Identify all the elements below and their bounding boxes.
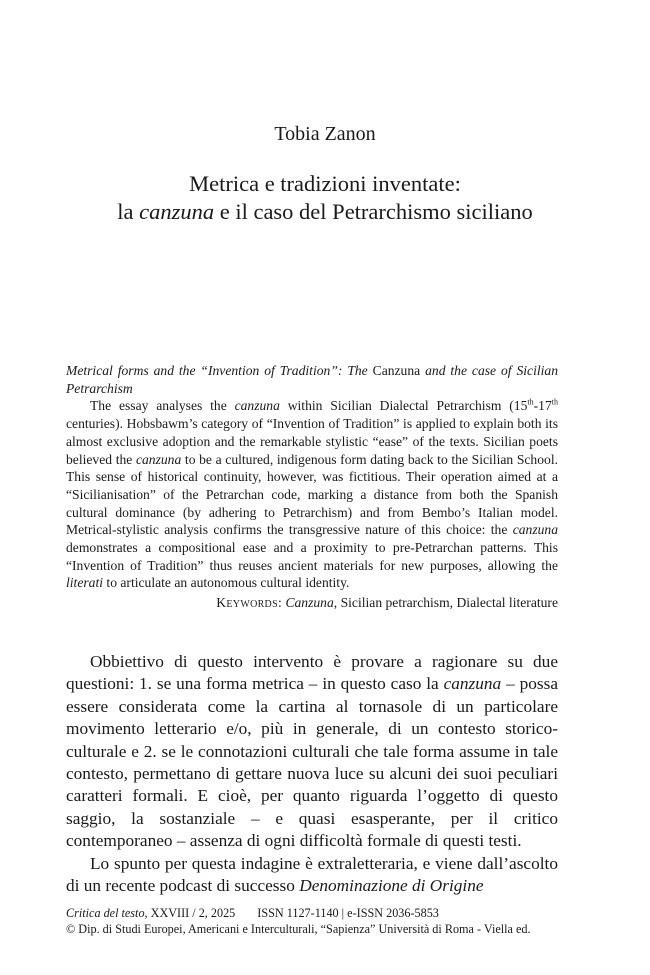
keywords-label: Keywords: xyxy=(216,595,283,611)
abstract-sup-1: th xyxy=(527,397,534,407)
paragraph-1 xyxy=(66,651,558,853)
abstract xyxy=(66,362,558,612)
title-line-2 xyxy=(0,198,650,226)
paragraph-2-italic: Denominazione di Origine xyxy=(299,876,484,896)
paragraph-1-a: Obbiettivo di questo intervento è provare a ragionare su due questioni: 1. se una forma metrica – in questo caso la xyxy=(66,652,558,694)
journal-name: Critica del testo xyxy=(66,906,145,920)
paragraph-2 xyxy=(66,853,558,898)
abstract-text-c: -17 xyxy=(533,398,552,414)
paragraph-1-italic: canzuna xyxy=(443,674,502,694)
footer-journal-line xyxy=(66,905,566,921)
article-title xyxy=(0,170,650,226)
title-line-2-a: la xyxy=(117,199,140,224)
abstract-sup-2: th xyxy=(551,397,558,407)
english-title-a: Metrical forms and the “Invention of Tradition”: The xyxy=(66,363,373,378)
keywords xyxy=(66,594,558,612)
keywords-italic: Canzuna xyxy=(285,595,334,611)
issn: ISSN 1127-1140 | e-ISSN 2036-5853 xyxy=(257,906,439,920)
page-footer xyxy=(66,905,566,937)
title-line-2-b: e il caso del Petrarchismo siciliano xyxy=(214,199,533,224)
author-name: Tobia Zanon xyxy=(274,123,376,145)
paragraph-1-b: – possa essere considerata come la cartina al tornasole di un particolare movimento letterario e/o, più in generale, di un contesto storico-culturale e 2. se le connotazioni culturali che tale forma assume in tale contesto, permettano di gettare nuova luce su alcuni dei suoi peculiari caratteri formali. E cioè, per quanto riguarda l’oggetto di questo saggio, la sostanziale – e quasi esasperante, per il critico contemporaneo – assenza di ogni difficoltà formale di questi testi. xyxy=(66,674,559,851)
abstract-text-b: within Sicilian Dialectal Petrarchism (15 xyxy=(279,398,528,414)
abstract-body xyxy=(66,397,558,592)
title-line-1: Metrica e tradizioni inventate: xyxy=(189,171,461,196)
keywords-rest: , Sicilian petrarchism, Dialectal literature xyxy=(333,595,558,611)
abstract-text-a: The essay analyses the xyxy=(90,398,235,414)
journal-issue: , XXVIII / 2, 2025 xyxy=(144,906,236,920)
abstract-text-g: to articulate an autonomous cultural identity. xyxy=(103,575,350,591)
title-line-2-italic: canzuna xyxy=(139,199,215,224)
abstract-text-d: centuries). Hobsbawm’s category of “Invention of Tradition” is applied to explain both its almost exclusive adoption and the remarkable stylistic “ease” of the texts. Sicilian poets believed the xyxy=(66,416,558,467)
english-title-b: and the case of Sicilian Petrarchism xyxy=(66,363,558,396)
abstract-italic-1: canzuna xyxy=(234,398,280,414)
paragraph-2-a: Lo spunto per questa indagine è extraletteraria, e viene dall’ascolto di un recente podcast di successo xyxy=(66,853,558,896)
english-title-upright: Canzuna xyxy=(372,363,421,378)
abstract-italic-2: canzuna xyxy=(135,451,182,467)
abstract-italic-3: canzuna xyxy=(512,522,558,538)
main-text xyxy=(66,651,558,897)
abstract-text-e: to be a cultured, indigenous form dating back to the Sicilian School. This sense of historical continuity, however, was fictitious. Their operation aimed at a “Sicilianisation” of the Petrarchan code, marking a distance from both the Spanish cultural dominance (by adhering to Petrarchism) and from Bembo’s Italian model. Metrical-stylistic analysis confirms the transgressive nature of this choice: the xyxy=(66,451,559,538)
copyright-line: © Dip. di Studi Europei, Americani e Interculturali, “Sapienza” Università di Roma - Viella ed. xyxy=(66,922,531,936)
english-title xyxy=(66,362,558,397)
abstract-text-f: demonstrates a compositional ease and a proximity to pre-Petrarchan patterns. This “Invention of Tradition” thus reuses ancient materials for new purposes, allowing the xyxy=(66,540,558,573)
abstract-italic-4: literati xyxy=(66,575,104,591)
